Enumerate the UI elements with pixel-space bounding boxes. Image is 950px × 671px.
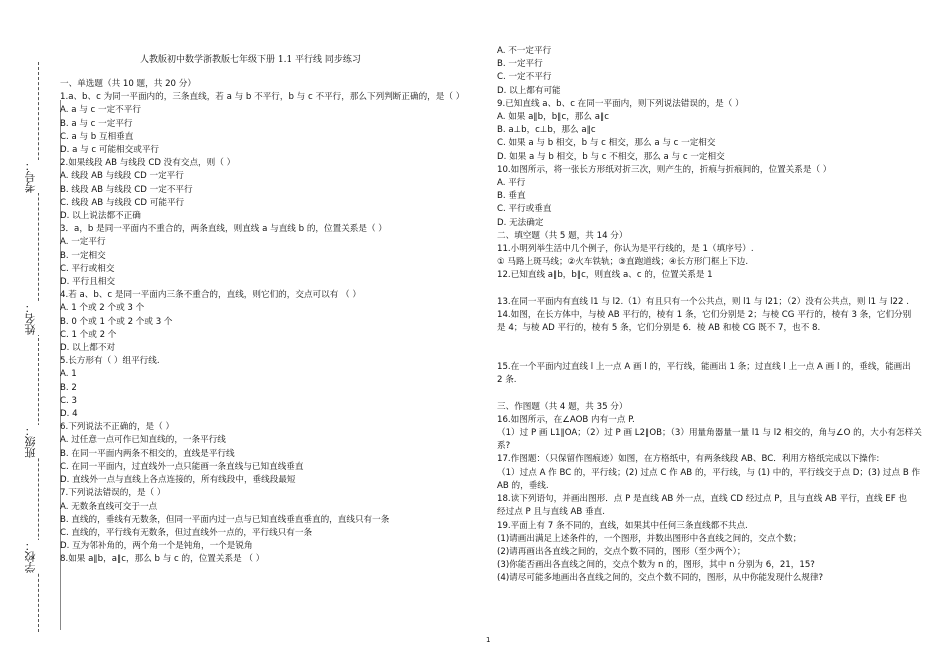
question-line: 5.长方形有（ ）组平行线.: [60, 356, 160, 367]
field-school: 学校：: [24, 540, 48, 573]
question-line: (3)你能否画出各直线之间的，交点个数为 n 的，图形，其中 n 分别为 6，21，15?: [497, 560, 815, 571]
question-line: 10.如图所示，将一张长方形纸对折三次，则产生的，折痕与折痕间的，位置关系是（ ）: [497, 164, 832, 175]
question-line: 11.小明列举生活中几个例子，你认为是平行线的，是 1（填序号）.: [497, 244, 754, 255]
question-15-line1: 15.在一个平面内过直线 l 上一点 A 画 l 的，平行线，能画出 1 条；过直线 l 上一点 A 画 l 的，垂线，能画出: [497, 362, 911, 373]
question-line: AB 的，垂线.: [497, 480, 549, 491]
question-line: D. 平行且相交: [60, 277, 116, 288]
question-line: B. 一定平行: [497, 59, 543, 70]
question-line: 二、填空题（共 5 题，共 14 分）: [497, 230, 628, 241]
question-line: C. 平行或垂直: [497, 204, 552, 215]
page-title: 人教版初中数学浙教版七年级下册 1.1 平行线 同步练习: [140, 55, 361, 65]
question-line: C. 线段 AB 与线段 CD 可能平行: [60, 197, 185, 208]
question-line: B. a 与 c 一定平行: [60, 118, 133, 129]
question-line: C. 3: [60, 395, 77, 406]
question-line: A. 过任意一点可作已知直线的，一条平行线: [60, 435, 226, 446]
question-line: A. a 与 c 一定不平行: [60, 105, 141, 116]
question-line: C. 如果 a 与 b 相交，b 与 c 相交，那么 a 与 c 一定相交: [497, 138, 716, 149]
binding-margin: [0, 0, 60, 671]
question-line: 8.如果 a∥b，a∥c，那么 b 与 c 的，位置关系是 （ ）: [60, 554, 265, 565]
question-line: C. 在同一平面内，过直线外一点只能画一条直线与已知直线垂直: [60, 461, 304, 472]
question-line: A. 如果 a∥b，b∥c，那么 a∥c: [497, 112, 610, 123]
right-column: [497, 45, 927, 586]
question-line: B. 一定相交: [60, 250, 106, 261]
question-line: B. 垂直: [497, 191, 526, 202]
field-class: 班级：: [24, 425, 48, 458]
question-line: B. 直线的，垂线有无数条，但同一平面内过一点与已知直线垂直垂直的，直线只有一条: [60, 514, 390, 525]
question-line: B. 2: [60, 382, 77, 393]
question-line: 18.读下列语句，并画出图形．点 P 是直线 AB 外一点，直线 CD 经过点 P，且与直线 AB 平行，直线 EF 也: [497, 494, 907, 505]
question-line: C. 一定不平行: [497, 72, 552, 83]
question-line: C. 平行或相交: [60, 263, 115, 274]
question-line: B. 0 个或 1 个或 2 个或 3 个: [60, 316, 173, 327]
question-line: 经过点 P 且与直线 AB 垂直.: [497, 507, 605, 518]
question-line: B. 在同一平面内两条不相交的，直线是平行线: [60, 448, 235, 459]
question-line: D. 以上都有可能: [497, 85, 561, 96]
field-name: 姓名：: [24, 302, 48, 335]
field-exam-number: 考号：: [24, 160, 48, 193]
question-line: 1.a、b、c 为同一平面内的，三条直线，若 a 与 b 不平行，b 与 c 不平行，那么下列判断正确的，是（ ）: [60, 92, 465, 103]
question-line: B. a⊥b，c⊥b，那么 a∥c: [497, 125, 596, 136]
question-line: A. 1 个或 2 个或 3 个: [60, 303, 145, 314]
question-13: 13.在同一平面内有直线 l1 与 l2.（1）有且只有一个公共点，则 l1 与 l21；（2）没有公共点，则 l1 与 l22 .: [497, 296, 909, 307]
question-line: A. 线段 AB 与线段 CD 一定平行: [60, 171, 184, 182]
question-14-line2: 是 4；与棱 AD 平行的，棱有 5 条，它们分别是 6．棱 AB 和棱 CG 既不 7，也不 8.: [497, 323, 821, 334]
question-line: A. 1: [60, 369, 77, 380]
question-line: （1）过点 A 作 BC 的，平行线；(2) 过点 C 作 AB 的，平行线，与 (1) 中的，平行线交于点 D；(3) 过点 B 作: [497, 467, 921, 478]
left-column: [60, 78, 480, 567]
question-line: 17.作图题：（只保留作图痕迹）如图，在方格纸中，有两条线段 AB、BC．利用方格纸完成以下操作:: [497, 454, 880, 465]
question-line: D. 互为邻补角的，两个角一个是钝角，一个是锐角: [60, 541, 253, 552]
question-line: A. 一定平行: [60, 237, 106, 248]
question-line: D. a 与 c 可能相交或平行: [60, 145, 160, 156]
question-line: A. 无数条直线可交于一点: [60, 501, 158, 512]
question-14-line1: 14.如图，在长方体中，与棱 AB 平行的，棱有 1 条，它们分别是 2；与棱 CG 平行的，棱有 3 条，它们分别: [497, 309, 912, 320]
question-line: D. 以上都不对: [60, 343, 116, 354]
question-line: D. 4: [60, 409, 78, 420]
question-line: 2.如果线段 AB 与线段 CD 没有交点，则（ ）: [60, 158, 236, 169]
question-15-line2: 2 条.: [497, 375, 517, 386]
question-line: (4)请尽可能多地画出各直线之间的，交点个数不同的，图形，从中你能发现什么规律?: [497, 573, 824, 584]
question-line: ① 马路上斑马线；②火车铁轨；③直跑道线；④长方形门框上下边.: [497, 257, 749, 268]
question-line: D. 直线外一点与直线上各点连接的，所有线段中，垂线段最短: [60, 475, 296, 486]
question-line: D. 以上说法都不正确: [60, 211, 141, 222]
question-line: D. 无法确定: [497, 217, 544, 228]
question-line: 3．a，b 是同一平面内不重合的，两条直线，则直线 a 与直线 b 的，位置关系是（ ）: [60, 224, 387, 235]
question-line: 系?: [497, 441, 511, 452]
question-line: 19.平面上有 7 条不同的，直线，如果其中任何三条直线都不共点.: [497, 520, 748, 531]
question-line: 三、作图题（共 4 题，共 35 分）: [497, 401, 628, 412]
question-line: (1)请画出满足上述条件的，一个图形，并数出图形中各直线之间的，交点个数；: [497, 533, 802, 544]
question-line: C. 1 个或 2 个: [60, 329, 117, 340]
question-line: A. 平行: [497, 178, 526, 189]
question-line: 7.下列说法错误的，是（ ）: [60, 488, 166, 499]
question-line: 6.下列说法不正确的，是（ ）: [60, 422, 175, 433]
question-line: 9.已知直线 a、b、c 在同一平面内，则下列说法错误的，是（ ）: [497, 98, 744, 109]
question-line: （1）过 P 画 L1∥OA；（2）过 P 画 L2∥OB；（3）用量角器量一量 l1 与 l2 相交的，角与∠O 的，大小有怎样关: [497, 428, 922, 439]
question-line: 一、单选题（共 10 题，共 20 分）: [60, 79, 196, 89]
question-line: C. a 与 b 互相垂直: [60, 131, 134, 142]
question-line: (2)请再画出各直线之间的，交点个数不同的，图形（至少两个）；: [497, 546, 746, 557]
question-line: B. 线段 AB 与线段 CD 一定不平行: [60, 184, 193, 195]
page-number: 1: [486, 636, 491, 644]
question-line: A. 不一定平行: [497, 46, 552, 56]
question-line: 16.如图所示，在∠AOB 内有一点 P.: [497, 414, 635, 425]
question-line: 4.若 a、b、c 是同一平面内三条不重合的，直线，则它们的，交点可以有 （ ）: [60, 290, 361, 301]
question-line: D. 如果 a 与 b 相交，b 与 c 不相交，那么 a 与 c 一定相交: [497, 151, 725, 162]
question-line: 12.已知直线 a∥b，b∥c，则直线 a、c 的，位置关系是 1: [497, 270, 713, 281]
question-line: C. 直线的，平行线有无数条，但过直线外一点的，平行线只有一条: [60, 527, 313, 538]
